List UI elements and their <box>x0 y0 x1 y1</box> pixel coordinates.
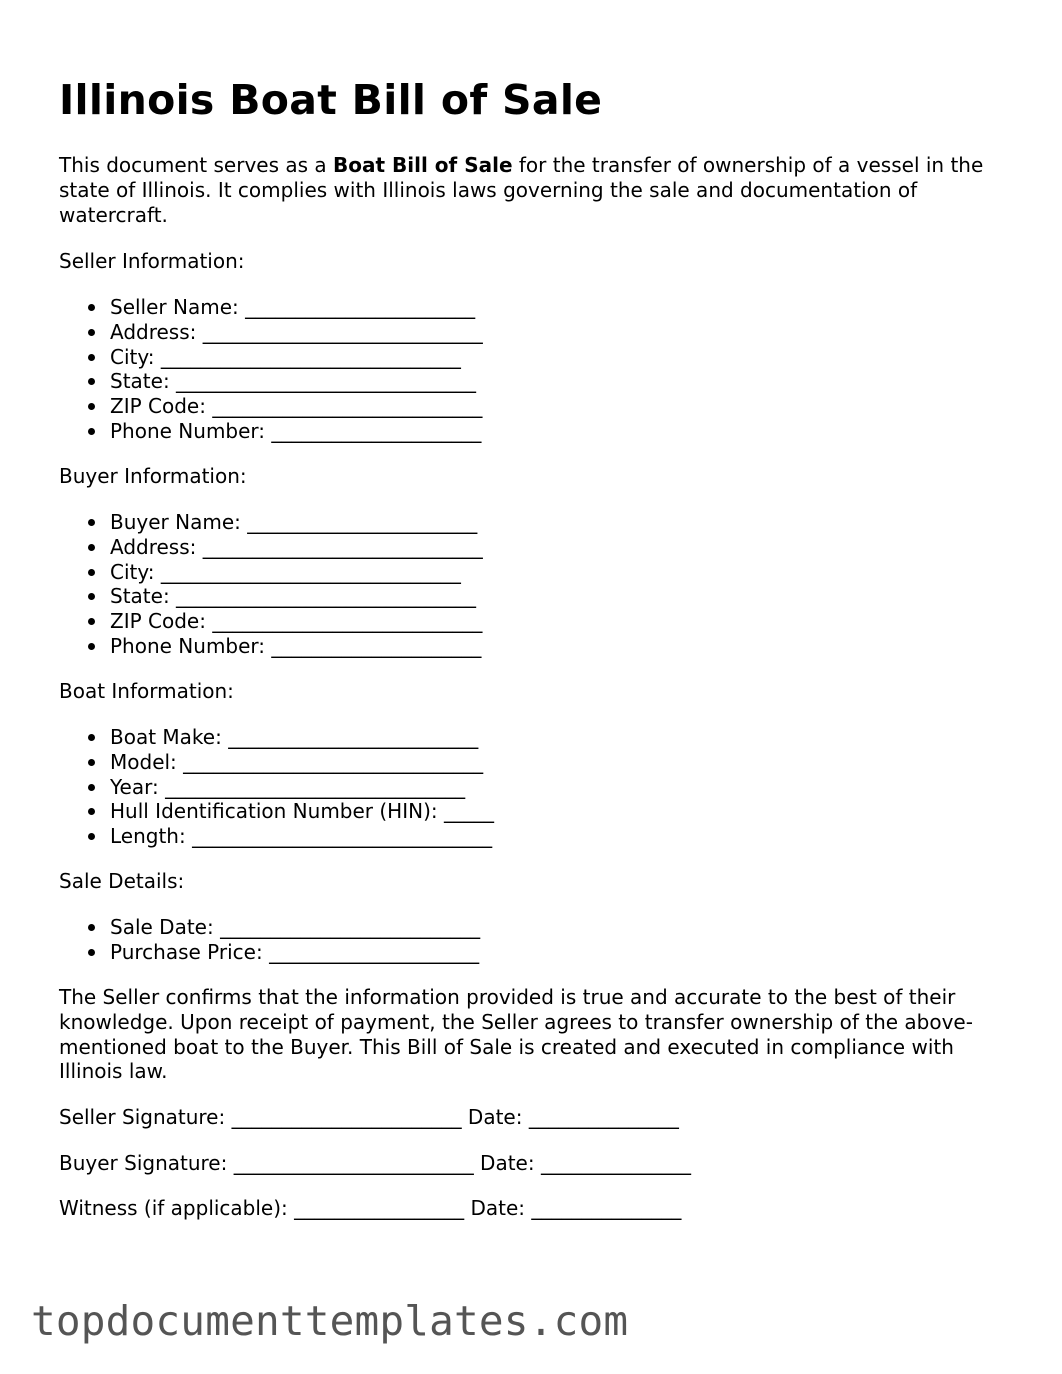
buyer-section-heading: Buyer Information: <box>59 464 247 488</box>
seller-signature-line[interactable]: Seller Signature: _______________________ Date: _______________ <box>59 1105 679 1129</box>
seller-section-heading: Seller Information: <box>59 249 245 273</box>
boat-length-field[interactable]: Length: ______________________________ <box>59 824 494 849</box>
witness-signature-line[interactable]: Witness (if applicable): _________________ Date: _______________ <box>59 1196 682 1220</box>
boat-field-list <box>59 725 494 849</box>
buyer-zip-field[interactable]: ZIP Code: ___________________________ <box>59 609 483 634</box>
document-title: Illinois Boat Bill of Sale <box>59 76 603 124</box>
boat-model-field[interactable]: Model: ______________________________ <box>59 750 494 775</box>
boat-year-field[interactable]: Year: ______________________________ <box>59 775 494 800</box>
seller-address-field[interactable]: Address: ____________________________ <box>59 320 483 345</box>
seller-city-field[interactable]: City: ______________________________ <box>59 345 483 370</box>
intro-text-before: This document serves as a <box>59 153 334 177</box>
closing-paragraph: The Seller confirms that the information provided is true and accurate to the best of their knowledge. Upon receipt of payment, the Seller agrees to transfer ownership of the above-mentioned boat to the Buyer. This Bill of Sale is created and executed in compliance with Illinois law. <box>59 985 973 1084</box>
site-watermark: topdocumenttemplates.com <box>31 1297 629 1345</box>
sale-section-heading: Sale Details: <box>59 869 185 893</box>
buyer-address-field[interactable]: Address: ____________________________ <box>59 535 483 560</box>
sale-field-list <box>59 915 480 965</box>
seller-name-field[interactable]: Seller Name: _______________________ <box>59 295 483 320</box>
seller-phone-field[interactable]: Phone Number: _____________________ <box>59 419 483 444</box>
intro-text-after: for the transfer of ownership of a vessel in the state of Illinois. It complies with Illinois laws governing the sale and documentation of watercraft. <box>59 153 984 227</box>
sale-date-field[interactable]: Sale Date: __________________________ <box>59 915 480 940</box>
buyer-name-field[interactable]: Buyer Name: _______________________ <box>59 510 483 535</box>
buyer-phone-field[interactable]: Phone Number: _____________________ <box>59 634 483 659</box>
buyer-field-list <box>59 510 483 659</box>
intro-bold-term: Boat Bill of Sale <box>333 153 513 177</box>
boat-section-heading: Boat Information: <box>59 679 234 703</box>
seller-state-field[interactable]: State: ______________________________ <box>59 369 483 394</box>
buyer-state-field[interactable]: State: ______________________________ <box>59 584 483 609</box>
seller-zip-field[interactable]: ZIP Code: ___________________________ <box>59 394 483 419</box>
intro-paragraph <box>59 153 1009 227</box>
buyer-signature-line[interactable]: Buyer Signature: ________________________ Date: _______________ <box>59 1151 691 1175</box>
purchase-price-field[interactable]: Purchase Price: _____________________ <box>59 940 480 965</box>
boat-hin-field[interactable]: Hull Identification Number (HIN): _____ <box>59 799 494 824</box>
seller-field-list <box>59 295 483 444</box>
buyer-city-field[interactable]: City: ______________________________ <box>59 560 483 585</box>
boat-make-field[interactable]: Boat Make: _________________________ <box>59 725 494 750</box>
